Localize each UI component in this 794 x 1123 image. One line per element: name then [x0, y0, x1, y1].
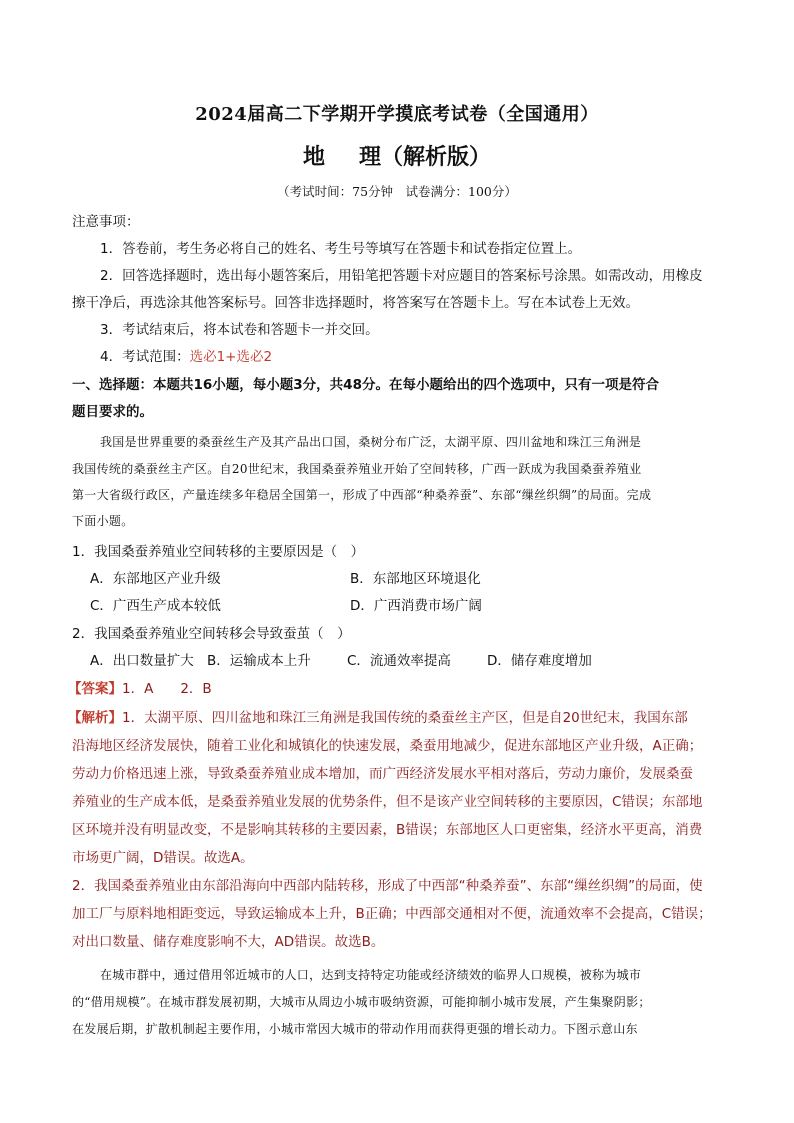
q1-option-a: A．东部地区产业升级 — [90, 571, 221, 587]
passage2-line1: 在城市群中，通过借用邻近城市的人口，达到支持特定功能或经济绩效的临界人口规模，被称为城市 — [100, 968, 642, 982]
q2-option-d: D．储存难度增加 — [487, 653, 592, 669]
q2-option-b: B．运输成本上升 — [207, 653, 311, 669]
passage1-line3: 第一大省级行政区，产量连续多年稳居全国第一，形成了中西部“种桑养蚕”、东部“缫丝织绸”的局面。完成 — [72, 488, 652, 502]
answer-label: 【答案】 — [68, 681, 122, 697]
note-2a: 2．回答选择题时，选出每小题答案后，用铅笔把答题卡对应题目的答案标号涂黑。如需改动，用橡皮 — [100, 268, 703, 284]
answer-line — [68, 677, 212, 697]
notes-heading: 注意事项： — [72, 214, 140, 230]
passage2-line2: 的“借用规模”。在城市群发展初期，大城市从周边小城市吸纳资源，可能抑制小城市发展，产生集聚阴影； — [72, 995, 651, 1009]
q1-option-c: C．广西生产成本较低 — [90, 598, 221, 614]
analysis-line1 — [68, 706, 688, 726]
subject-char: 地 — [302, 144, 325, 170]
section-heading-1: 一、选择题：本题共16小题，每小题3分，共48分。在每小题给出的四个选项中，只有一项是符合 — [72, 377, 659, 393]
analysis-line3: 劳动力价格迅速上涨，导致桑蚕养殖业成本增加，而广西经济发展水平相对落后，劳动力廉价，发展桑蚕 — [72, 766, 693, 782]
analysis-line6: 市场更广阔，D错误。故选A。 — [72, 850, 254, 866]
section-heading-2: 题目要求的。 — [72, 404, 153, 420]
note-3: 3．考试结束后，将本试卷和答题卡一并交回。 — [100, 322, 379, 338]
passage1-line4: 下面小题。 — [72, 514, 134, 528]
analysis-line4: 养殖业的生产成本低，是桑蚕养殖业发展的优势条件，但不是该产业空间转移的主要原因，C错误；东部地 — [72, 794, 703, 810]
analysis-line2: 沿海地区经济发展快，随着工业化和城镇化的快速发展，桑蚕用地减少，促进东部地区产业升级，A正确； — [72, 738, 703, 754]
answer-value: 1．A 2．B — [122, 681, 212, 697]
exam-meta: （考试时间：75分钟 试卷满分：100分） — [277, 184, 517, 199]
passage2-line3: 在发展后期，扩散机制起主要作用，小城市常因大城市的带动作用而获得更强的增长动力。下图示意山东 — [72, 1022, 638, 1036]
q1-option-b: B．东部地区环境退化 — [350, 571, 481, 587]
analysis-line5: 区环境并没有明显改变，不是影响其转移的主要因素，B错误；东部地区人口更密集，经济水平更高，消费 — [72, 822, 703, 838]
question-1-stem: 1．我国桑蚕养殖业空间转移的主要原因是（ ） — [72, 544, 365, 560]
note-2b: 擦干净后，再选涂其他答案标号。回答非选择题时，将答案写在答题卡上。写在本试卷上无效。 — [72, 295, 639, 311]
passage1-line1: 我国是世界重要的桑蚕丝生产及其产品出口国，桑树分布广泛，太湖平原、四川盆地和珠江三角洲是 — [100, 435, 642, 449]
analysis-text-1: 1．太湖平原、四川盆地和珠江三角洲是我国传统的桑蚕丝主产区，但是自20世纪末，我国东部 — [122, 710, 688, 726]
subject-title — [0, 140, 794, 171]
question-2-stem: 2．我国桑蚕养殖业空间转移会导致蚕茧（ ） — [72, 626, 351, 642]
q2-option-a: A．出口数量扩大 — [90, 653, 194, 669]
subject-rest: 理（解析版） — [359, 144, 492, 170]
analysis-label: 【解析】 — [68, 710, 122, 726]
exam-title: 2024届高二下学期开学摸底考试卷（全国通用） — [195, 104, 599, 125]
analysis-line7: 2．我国桑蚕养殖业由东部沿海向中西部内陆转移，形成了中西部“种桑养蚕”、东部“缫丝织绸”的局面，使 — [72, 878, 703, 894]
analysis-line8: 加工厂与原料地相距变远，导致运输成本上升，B正确；中西部交通相对不便，流通效率不会提高，C错误； — [72, 906, 712, 922]
exam-scope: 选必1+选必2 — [189, 349, 273, 365]
note-4-label: 4．考试范围： — [100, 349, 190, 365]
q1-option-d: D．广西消费市场广阔 — [350, 598, 482, 614]
passage1-line2: 我国传统的桑蚕丝主产区。自20世纪末，我国桑蚕养殖业开始了空间转移，广西一跃成为我国桑蚕养殖业 — [72, 462, 642, 476]
q2-option-c: C．流通效率提高 — [347, 653, 451, 669]
note-4 — [100, 345, 272, 365]
analysis-line9: 对出口数量、储存难度影响不大，AD错误。故选B。 — [72, 934, 385, 950]
note-1: 1．答卷前，考生务必将自己的姓名、考生号等填写在答题卡和试卷指定位置上。 — [100, 241, 582, 257]
